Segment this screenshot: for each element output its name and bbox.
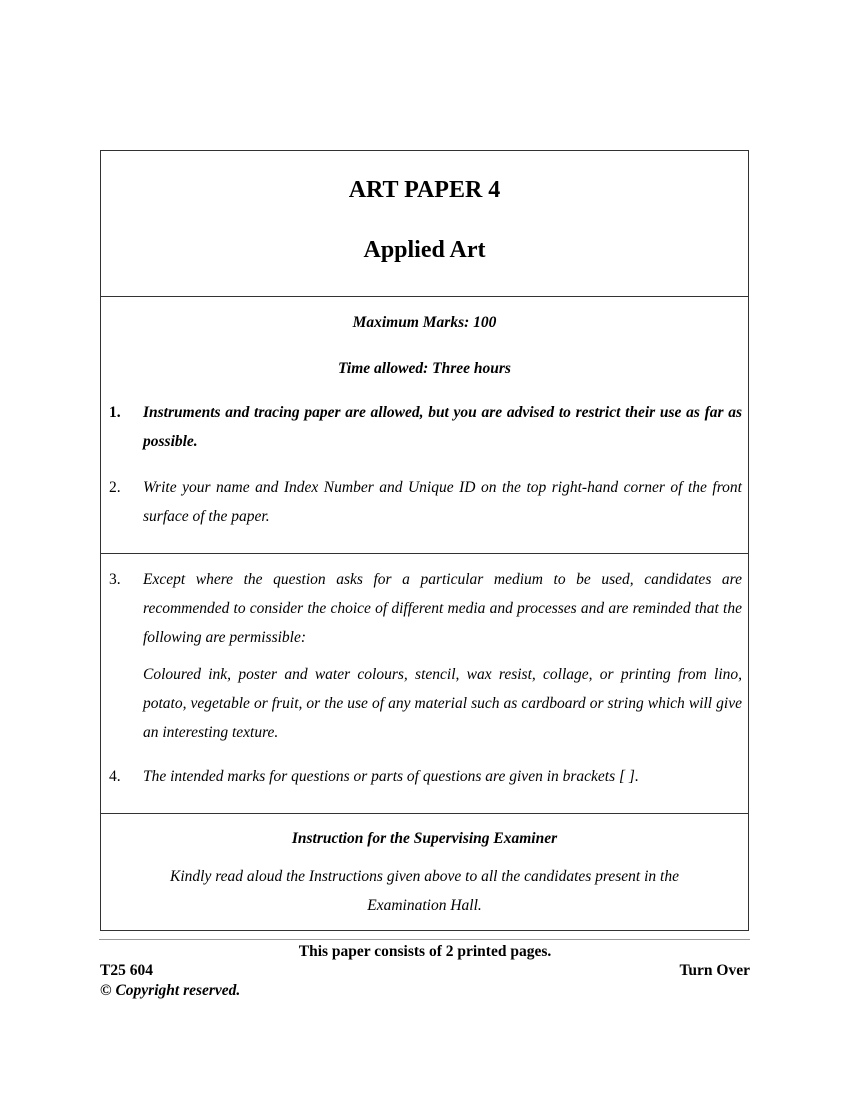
- instruction-text: Instruments and tracing paper are allowed, but you are advised to restrict their use as far as possible.: [143, 404, 742, 450]
- instruction-number: 1.: [109, 404, 121, 421]
- permissible-media-text: Coloured ink, poster and water colours, stencil, wax resist, collage, or printing from lino, potato, vegetable or fruit, or the use of any material such as cardboard or string which will give an interesting texture.: [143, 666, 742, 741]
- instruction-item-1: [101, 398, 748, 456]
- media-instructions-section: [101, 553, 748, 814]
- title-section: [101, 151, 748, 297]
- paper-title: ART PAPER 4: [348, 177, 501, 203]
- instruction-number: 2.: [109, 479, 121, 496]
- time-allowed: Time allowed: Three hours: [338, 360, 511, 377]
- maximum-marks: Maximum Marks: 100: [352, 314, 497, 331]
- instruction-text: Write your name and Index Number and Unique ID on the top right-hand corner of the front surface of the paper.: [143, 479, 742, 525]
- general-instructions-section: [101, 296, 748, 554]
- supervisor-heading: Instruction for the Supervising Examiner: [291, 830, 558, 847]
- instruction-item-4: [101, 762, 748, 791]
- paper-subtitle: Applied Art: [363, 237, 486, 263]
- instruction-text: Except where the question asks for a particular medium to be used, candidates are recommended to consider the choice of different media and processes and are reminded that the following are permissible:: [143, 571, 742, 646]
- turn-over-label: Turn Over: [679, 962, 750, 979]
- instruction-text: The intended marks for questions or parts of questions are given in brackets [ ].: [143, 768, 639, 785]
- supervisor-section: [101, 813, 748, 930]
- supervisor-text: Kindly read aloud the Instructions given above to all the candidates present in the Examination Hall.: [170, 868, 679, 914]
- copyright-notice: © Copyright reserved.: [100, 982, 241, 999]
- instruction-item-3: [101, 565, 748, 747]
- instruction-item-2: [101, 473, 748, 531]
- pages-note: This paper consists of 2 printed pages.: [298, 943, 552, 960]
- footer-divider: [99, 939, 750, 940]
- instruction-number: 3.: [109, 571, 121, 588]
- exam-cover-box: [100, 150, 749, 931]
- paper-code: T25 604: [100, 962, 153, 979]
- instruction-number: 4.: [109, 768, 121, 785]
